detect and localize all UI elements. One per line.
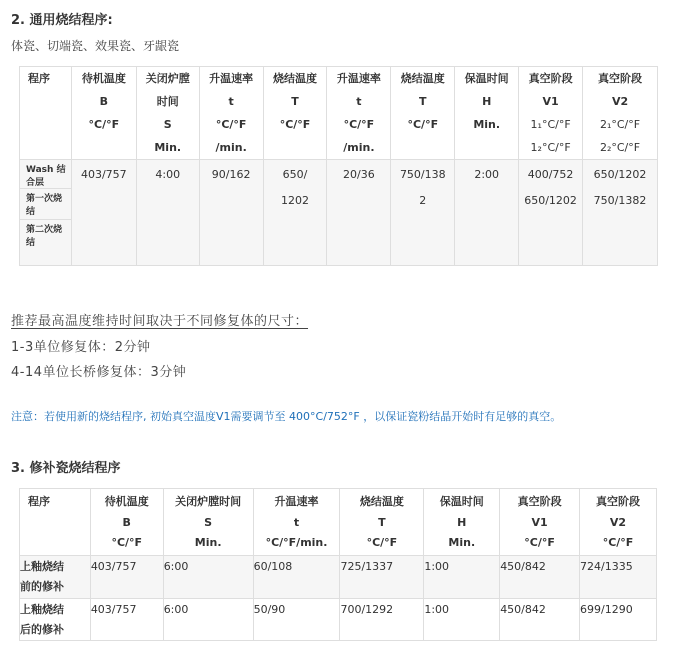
t2-row1-v1: 450/842	[500, 556, 580, 599]
t1-cell-v1: 400/752 650/1202	[519, 160, 583, 266]
t2-header-closing-time: 关闭炉膛时间 S Min.	[163, 489, 253, 556]
section-heading-repair-firing: 3. 修补瓷烧结程序	[11, 461, 121, 476]
section-heading-general-firing: 2. 通用烧结程序:	[11, 13, 113, 28]
t1-header-program: 程序	[20, 67, 72, 160]
t1-cell-rate-1: 90/162	[199, 160, 263, 266]
t2-header-heat-rate: 升温速率 t °C/°F/min.	[253, 489, 340, 556]
t1-header-firing-temp-1: 烧结温度 T °C/°F	[263, 67, 327, 160]
t1-header-heat-rate-1: 升温速率 t °C/°F /min.	[199, 67, 263, 160]
t1-cell-temp-1: 650/ 1202	[263, 160, 327, 266]
t2-row1-hold: 1:00	[424, 556, 500, 599]
t1-cell-standby: 403/757	[71, 160, 136, 266]
table1-header-row	[20, 67, 658, 160]
t2-row1-v2: 724/1335	[580, 556, 657, 599]
vacuum-note: 注意：若使用新的烧结程序, 初始真空温度V1需要调节至 400°C/752°F ，以保证瓷粉结晶开始时有足够的真空。	[11, 410, 562, 423]
t2-row2-standby: 403/757	[90, 599, 163, 641]
t1-cell-hold: 2:00	[455, 160, 519, 266]
t2-row2-label: 上釉烧结 后的修补	[20, 599, 91, 641]
t2-row1-label: 上釉烧结 前的修补	[20, 556, 91, 599]
t1-header-heat-rate-2: 升温速率 t °C/°F /min.	[327, 67, 391, 160]
t2-header-vacuum-v1: 真空阶段 V1 °C/°F	[500, 489, 580, 556]
t1-header-firing-temp-2: 烧结温度 T °C/°F	[391, 67, 455, 160]
section-subtitle-porcelain-types: 体瓷、切端瓷、效果瓷、牙龈瓷	[11, 39, 180, 53]
t1-header-hold-time: 保温时间 H Min.	[455, 67, 519, 160]
t1-header-vacuum-v2: 真空阶段 V2 2₁°C/°F 2₂°C/°F	[583, 67, 658, 160]
t2-header-vacuum-v2: 真空阶段 V2 °C/°F	[580, 489, 657, 556]
t1-header-standby-temp: 待机温度 B °C/°F	[71, 67, 136, 160]
t2-header-firing-temp: 烧结温度 T °C/°F	[340, 489, 424, 556]
t1-header-closing-time: 关闭炉膛 时间 S Min.	[136, 67, 199, 160]
t1-row-label-wash: Wash 结合层	[26, 165, 66, 188]
t1-cell-closing: 4:00	[136, 160, 199, 266]
t1-row-label-first: 第一次烧结	[20, 188, 71, 219]
general-firing-table	[19, 66, 658, 266]
repair-firing-table	[19, 488, 657, 641]
t2-header-hold-time: 保温时间 H Min.	[424, 489, 500, 556]
table-row	[20, 599, 657, 641]
t1-cell-rate-2: 20/36	[327, 160, 391, 266]
t1-cell-v2: 650/1202 750/1382	[583, 160, 658, 266]
t2-row2-rate: 50/90	[253, 599, 340, 641]
recommendation-line-1: 1-3单位修复体：2分钟	[11, 340, 151, 355]
t2-header-program: 程序	[20, 489, 91, 556]
t2-row2-closing: 6:00	[163, 599, 253, 641]
table-row	[20, 556, 657, 599]
recommendation-heading: 推荐最高温度维持时间取决于不同修复体的尺寸：	[11, 314, 309, 329]
t1-row-label-second: 第二次烧结	[20, 219, 71, 252]
t1-row-labels	[20, 160, 72, 266]
t2-row2-hold: 1:00	[424, 599, 500, 641]
recommendation-line-2: 4-14单位长桥修复体：3分钟	[11, 365, 187, 380]
t1-cell-temp-2: 750/138 2	[391, 160, 455, 266]
t1-header-vacuum-v1: 真空阶段 V1 1₁°C/°F 1₂°C/°F	[519, 67, 583, 160]
table2-header-row	[20, 489, 657, 556]
t2-row1-rate: 60/108	[253, 556, 340, 599]
t2-row1-standby: 403/757	[90, 556, 163, 599]
t2-row2-temp: 700/1292	[340, 599, 424, 641]
table1-data-row	[20, 160, 658, 266]
t2-row2-v2: 699/1290	[580, 599, 657, 641]
t2-row1-temp: 725/1337	[340, 556, 424, 599]
t2-row1-closing: 6:00	[163, 556, 253, 599]
t2-header-standby-temp: 待机温度 B °C/°F	[90, 489, 163, 556]
t2-row2-v1: 450/842	[500, 599, 580, 641]
